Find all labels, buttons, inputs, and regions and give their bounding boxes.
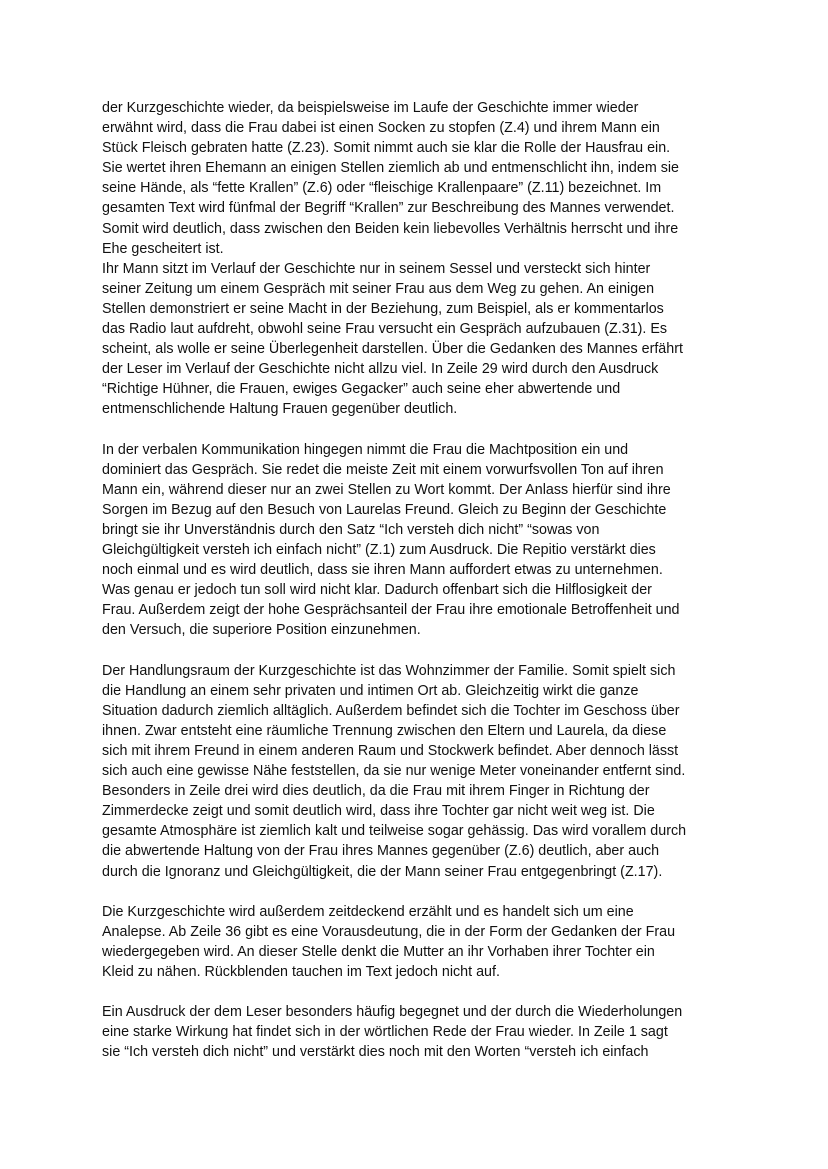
paragraph-repetition: Ein Ausdruck der dem Leser besonders häufig begegnet und der durch die Wiederholungen eine starke Wirkung hat findet sich in der wörtlichen Rede der Frau wieder. In Zeile 1 sagt sie “Ich versteh dich nicht” und verstärkt dies noch mit den Worten “versteh ich einfach bbox=[102, 1004, 683, 1061]
paragraph-narrative-time: Die Kurzgeschichte wird außerdem zeitdeckend erzählt und es handelt sich um eine Analepse. Ab Zeile 36 gibt es eine Vorausdeutung, die in der Form der Gedanken der Frau wiedergegeben wird. An dieser Stelle denkt die Mutter an ihr Vorhaben ihrer Tochter ein Kleid zu nähen. Rückblenden tauchen im Text jedoch nicht auf. bbox=[102, 903, 676, 981]
paragraph-household-role: der Kurzgeschichte wieder, da beispielsweise im Laufe der Geschichte immer wieder erwähnt wird, dass die Frau dabei ist einen Socken zu stopfen (Z.4) und ihrem Mann ein Stück Fleisch gebraten hatte (Z.23). Somit nimmt auch sie klar die Rolle der Hausfrau ein. Sie wertet ihren Ehemann an einigen Stellen ziemlich ab und entmenschlicht ihn, indem sie seine Hände, als “fette Krallen” (Z.6) oder “fleischige Krallenpaare” (Z.11) bezeichnet. Im gesamten Text wird fünfmal der Begriff “Krallen” zur Beschreibung des Mannes verwendet. Somit wird deutlich, dass zwischen den Beiden kein liebevolles Verhältnis herrscht und ihre Ehe gescheitert ist. bbox=[102, 100, 679, 257]
paragraph-setting: Der Handlungsraum der Kurzgeschichte ist das Wohnzimmer der Familie. Somit spielt sich die Handlung an einem sehr privaten und intimen Ort ab. Gleichzeitig wirkt die ganze Situation dadurch ziemlich alltäglich. Außerdem befindet sich die Tochter im Geschoss über ihnen. Zwar entsteht eine räumliche Trennung zwischen den Eltern und Laurela, da diese sich mit ihrem Freund in einem anderen Raum und Stockwerk befindet. Aber dennoch lässt sich auch eine gewisse Nähe feststellen, da sie nur wenige Meter voneinander entfernt sind. Besonders in Zeile drei wird dies deutlich, da die Frau mit ihrem Finger in Richtung der Zimmerdecke zeigt und somit deutlich wird, dass ihre Tochter gar nicht weit weg ist. Die gesamte Atmosphäre ist ziemlich kalt und teilweise sogar gehässig. Das wird vorallem durch die abwertende Haltung von der Frau ihres Mannes gegenüber (Z.6) deutlich, aber auch durch die Ignoranz und Gleichgültigkeit, die der Mann seiner Frau entgegenbringt (Z.17). bbox=[102, 662, 687, 880]
paragraph-verbal-communication: In der verbalen Kommunikation hingegen nimmt die Frau die Machtposition ein und dominiert das Gespräch. Sie redet die meiste Zeit mit einem vorwurfsvollen Ton auf ihren Mann ein, während dieser nur an zwei Stellen zu Wort kommt. Der Anlass hierfür sind ihre Sorgen im Bezug auf den Besuch von Laurelas Freund. Gleich zu Beginn der Geschichte bringt sie ihr Unverständnis durch den Satz “Ich versteh dich nicht” “sowas von Gleichgültigkeit versteh ich einfach nicht” (Z.1) zum Ausdruck. Die Repitio verstärkt dies noch einmal und es wird deutlich, dass sie ihren Mann auffordert etwas zu unternehmen. Was genau er jedoch tun soll wird nicht klar. Dadurch offenbart sich die Hilflosigkeit der Frau. Außerdem zeigt der hohe Gesprächsanteil der Frau ihre emotionale Betroffenheit und den Versuch, die superiore Position einzunehmen. bbox=[102, 441, 680, 639]
paragraph-husband: Ihr Mann sitzt im Verlauf der Geschichte nur in seinem Sessel und versteckt sich hinter seiner Zeitung um einem Gespräch mit seiner Frau aus dem Weg zu gehen. An einigen Stellen demonstriert er seine Macht in der Beziehung, zum Beispiel, als er kommentarlos das Radio laut aufdreht, obwohl seine Frau versucht ein Gespräch aufzubauen (Z.31). Es scheint, als wolle er seine Überlegenheit darstellen. Über die Gedanken des Mannes erfährt der Leser im Verlauf der Geschichte nicht allzu viel. In Zeile 29 wird durch den Ausdruck “Richtige Hühner, die Frauen, ewiges Gegacker” auch seine eher abwertende und entmenschlichende Haltung Frauen gegenüber deutlich. bbox=[102, 260, 683, 418]
document-page bbox=[102, 98, 742, 1063]
